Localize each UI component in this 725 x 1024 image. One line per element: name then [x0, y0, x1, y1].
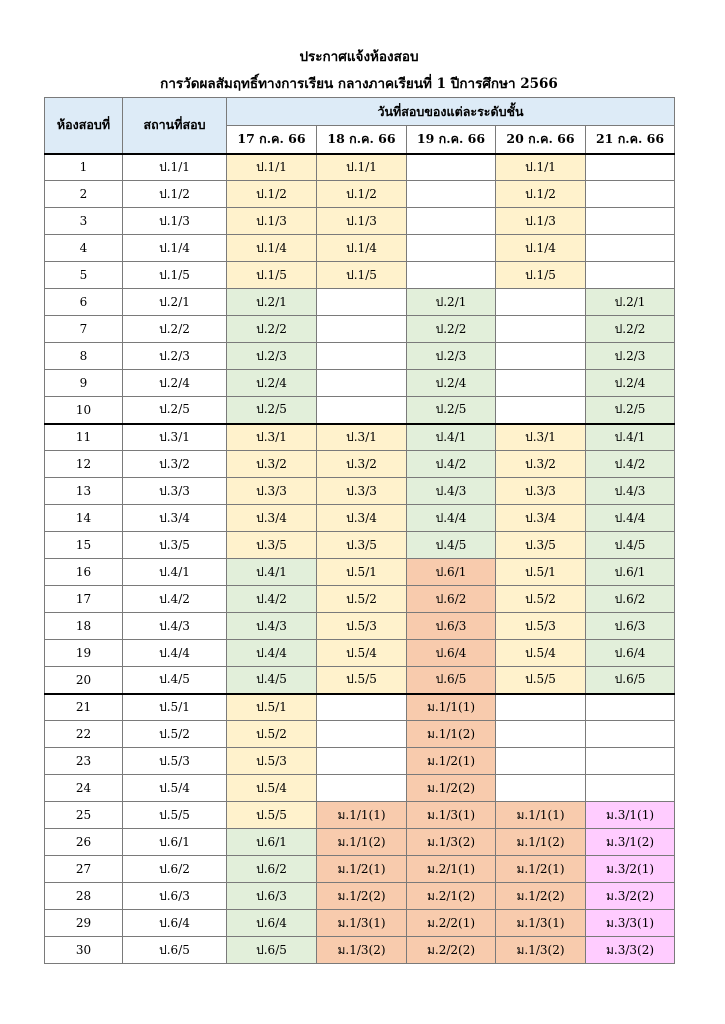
exam-class-cell: ป.1/4 [317, 235, 407, 262]
exam-class-cell: ม.3/2(2) [586, 883, 675, 910]
exam-class-cell: ม.1/2(1) [496, 856, 586, 883]
exam-class-cell [317, 721, 407, 748]
exam-location-cell: ป.1/5 [123, 262, 227, 289]
exam-class-cell: ป.4/5 [407, 532, 496, 559]
exam-class-cell: ป.3/3 [496, 478, 586, 505]
exam-location-cell: ป.1/1 [123, 154, 227, 181]
exam-class-cell: ป.1/5 [496, 262, 586, 289]
exam-class-cell: ป.2/4 [227, 370, 317, 397]
table-row [45, 667, 675, 694]
exam-class-cell [317, 316, 407, 343]
exam-location-cell: ป.2/2 [123, 316, 227, 343]
table-row [45, 856, 675, 883]
exam-class-cell: ป.6/3 [407, 613, 496, 640]
room-number-cell: 1 [45, 154, 123, 181]
exam-class-cell: ป.6/4 [407, 640, 496, 667]
date-column-header: 21 ก.ค. 66 [586, 126, 675, 154]
exam-class-cell: ป.2/1 [227, 289, 317, 316]
exam-location-cell: ป.4/3 [123, 613, 227, 640]
exam-class-cell [496, 721, 586, 748]
exam-class-cell [317, 397, 407, 424]
table-row [45, 181, 675, 208]
exam-class-cell: ป.2/4 [407, 370, 496, 397]
date-column-header: 20 ก.ค. 66 [496, 126, 586, 154]
room-number-cell: 9 [45, 370, 123, 397]
exam-location-cell: ป.5/5 [123, 802, 227, 829]
table-row [45, 613, 675, 640]
room-number-cell: 10 [45, 397, 123, 424]
exam-class-cell: ป.5/5 [317, 667, 407, 694]
exam-class-cell: ป.5/4 [227, 775, 317, 802]
exam-class-cell [586, 721, 675, 748]
exam-location-cell: ป.5/3 [123, 748, 227, 775]
table-row [45, 370, 675, 397]
exam-class-cell [586, 208, 675, 235]
exam-class-cell: ป.3/3 [227, 478, 317, 505]
room-number-cell: 14 [45, 505, 123, 532]
exam-class-cell: ป.1/3 [227, 208, 317, 235]
exam-class-cell [586, 154, 675, 181]
exam-class-cell: ป.3/1 [317, 424, 407, 451]
room-number-cell: 5 [45, 262, 123, 289]
exam-class-cell: ม.1/2(2) [317, 883, 407, 910]
exam-class-cell: ป.6/3 [586, 613, 675, 640]
room-number-cell: 2 [45, 181, 123, 208]
exam-class-cell: ป.4/1 [586, 424, 675, 451]
exam-class-cell: ป.6/5 [586, 667, 675, 694]
table-row [45, 802, 675, 829]
exam-class-cell [407, 154, 496, 181]
exam-class-cell: ป.3/5 [227, 532, 317, 559]
exam-location-cell: ป.3/1 [123, 424, 227, 451]
room-number-cell: 7 [45, 316, 123, 343]
exam-class-cell: ป.4/1 [227, 559, 317, 586]
exam-class-cell: ม.1/1(2) [407, 721, 496, 748]
table-body [45, 154, 675, 964]
exam-class-cell: ม.3/3(2) [586, 937, 675, 964]
exam-class-cell: ป.3/5 [496, 532, 586, 559]
room-number-cell: 26 [45, 829, 123, 856]
exam-class-cell: ป.5/4 [496, 640, 586, 667]
exam-class-cell: ป.5/3 [227, 748, 317, 775]
exam-class-cell: ป.1/1 [496, 154, 586, 181]
exam-class-cell: ป.5/3 [496, 613, 586, 640]
table-row [45, 559, 675, 586]
exam-location-cell: ป.3/3 [123, 478, 227, 505]
exam-class-cell: ม.1/1(1) [496, 802, 586, 829]
exam-class-cell [496, 289, 586, 316]
exam-class-cell: ป.6/3 [227, 883, 317, 910]
exam-class-cell [407, 235, 496, 262]
date-column-header: 17 ก.ค. 66 [227, 126, 317, 154]
table-row [45, 775, 675, 802]
table-row [45, 316, 675, 343]
room-number-cell: 21 [45, 694, 123, 721]
exam-class-cell: ป.5/1 [227, 694, 317, 721]
exam-class-cell [496, 316, 586, 343]
exam-class-cell: ม.1/1(2) [317, 829, 407, 856]
exam-location-cell: ป.4/2 [123, 586, 227, 613]
room-number-cell: 24 [45, 775, 123, 802]
exam-class-cell: ป.4/1 [407, 424, 496, 451]
exam-class-cell: ป.5/4 [317, 640, 407, 667]
exam-class-cell: ป.1/4 [496, 235, 586, 262]
exam-class-cell: ป.4/4 [407, 505, 496, 532]
exam-class-cell: ป.2/3 [227, 343, 317, 370]
exam-class-cell [317, 694, 407, 721]
exam-location-cell: ป.3/4 [123, 505, 227, 532]
table-row [45, 748, 675, 775]
exam-class-cell [496, 343, 586, 370]
table-row [45, 397, 675, 424]
room-number-cell: 25 [45, 802, 123, 829]
exam-location-cell: ป.6/4 [123, 910, 227, 937]
exam-class-cell [586, 694, 675, 721]
exam-class-cell: ป.5/2 [317, 586, 407, 613]
table-row [45, 343, 675, 370]
exam-class-cell [586, 181, 675, 208]
exam-class-cell [317, 343, 407, 370]
exam-class-cell: ม.1/3(1) [496, 910, 586, 937]
room-number-cell: 15 [45, 532, 123, 559]
exam-class-cell: ป.5/3 [317, 613, 407, 640]
table-row [45, 154, 675, 181]
exam-schedule-table [44, 97, 675, 964]
table-row [45, 235, 675, 262]
exam-class-cell: ป.4/2 [586, 451, 675, 478]
exam-class-cell: ม.1/3(1) [317, 910, 407, 937]
room-number-cell: 18 [45, 613, 123, 640]
room-column-header: ห้องสอบที่ [45, 98, 123, 154]
exam-class-cell: ม.1/2(2) [407, 775, 496, 802]
exam-location-cell: ป.4/5 [123, 667, 227, 694]
table-row [45, 586, 675, 613]
exam-class-cell: ม.1/2(1) [407, 748, 496, 775]
exam-class-cell: ป.5/2 [227, 721, 317, 748]
exam-class-cell: ป.1/3 [496, 208, 586, 235]
exam-class-cell: ป.1/5 [317, 262, 407, 289]
exam-class-cell: ป.5/5 [496, 667, 586, 694]
room-number-cell: 28 [45, 883, 123, 910]
exam-class-cell: ป.6/2 [227, 856, 317, 883]
exam-class-cell: ป.4/3 [586, 478, 675, 505]
exam-class-cell: ป.3/1 [227, 424, 317, 451]
room-number-cell: 11 [45, 424, 123, 451]
exam-class-cell: ป.5/5 [227, 802, 317, 829]
room-number-cell: 23 [45, 748, 123, 775]
exam-class-cell: ม.3/1(2) [586, 829, 675, 856]
page-title: ประกาศแจ้งห้องสอบ [299, 49, 419, 65]
exam-class-cell: ม.3/1(1) [586, 802, 675, 829]
exam-location-cell: ป.5/4 [123, 775, 227, 802]
exam-class-cell: ป.3/2 [317, 451, 407, 478]
exam-location-cell: ป.5/2 [123, 721, 227, 748]
room-number-cell: 30 [45, 937, 123, 964]
table-row [45, 289, 675, 316]
exam-class-cell: ป.4/2 [227, 586, 317, 613]
exam-class-cell: ป.3/4 [496, 505, 586, 532]
table-row [45, 640, 675, 667]
exam-class-cell: ป.1/2 [496, 181, 586, 208]
exam-class-cell: ม.1/3(2) [407, 829, 496, 856]
date-column-header: 19 ก.ค. 66 [407, 126, 496, 154]
exam-class-cell [317, 775, 407, 802]
exam-location-cell: ป.1/3 [123, 208, 227, 235]
exam-class-cell: ป.5/1 [317, 559, 407, 586]
exam-class-cell: ป.4/5 [227, 667, 317, 694]
exam-class-cell [317, 748, 407, 775]
exam-class-cell: ป.6/5 [407, 667, 496, 694]
exam-class-cell: ม.1/1(1) [317, 802, 407, 829]
exam-class-cell: ป.5/2 [496, 586, 586, 613]
exam-class-cell: ป.2/3 [586, 343, 675, 370]
exam-location-cell: ป.2/5 [123, 397, 227, 424]
exam-class-cell: ป.2/4 [586, 370, 675, 397]
exam-class-cell: ป.2/3 [407, 343, 496, 370]
table-row [45, 883, 675, 910]
table-row [45, 208, 675, 235]
exam-class-cell: ป.3/4 [317, 505, 407, 532]
room-number-cell: 8 [45, 343, 123, 370]
table-row [45, 262, 675, 289]
exam-location-cell: ป.2/1 [123, 289, 227, 316]
exam-dates-group-header: วันที่สอบของแต่ละระดับชั้น [227, 98, 675, 126]
exam-class-cell [407, 181, 496, 208]
exam-location-cell: ป.1/2 [123, 181, 227, 208]
exam-location-cell: ป.2/3 [123, 343, 227, 370]
exam-class-cell: ม.3/3(1) [586, 910, 675, 937]
exam-location-cell: ป.2/4 [123, 370, 227, 397]
table-header [45, 98, 675, 154]
exam-class-cell: ป.6/1 [227, 829, 317, 856]
exam-location-cell: ป.6/3 [123, 883, 227, 910]
exam-class-cell: ป.1/2 [317, 181, 407, 208]
exam-class-cell: ป.2/2 [586, 316, 675, 343]
exam-class-cell: ป.2/1 [407, 289, 496, 316]
exam-class-cell: ป.1/2 [227, 181, 317, 208]
exam-class-cell: ป.3/5 [317, 532, 407, 559]
table-row [45, 424, 675, 451]
exam-location-cell: ป.5/1 [123, 694, 227, 721]
exam-class-cell: ป.4/3 [407, 478, 496, 505]
room-number-cell: 4 [45, 235, 123, 262]
exam-class-cell [496, 694, 586, 721]
exam-class-cell: ป.2/2 [407, 316, 496, 343]
exam-class-cell: ป.1/3 [317, 208, 407, 235]
exam-class-cell: ป.3/1 [496, 424, 586, 451]
table-row [45, 532, 675, 559]
table-row [45, 694, 675, 721]
page-subtitle: การวัดผลสัมฤทธิ์ทางการเรียน กลางภาคเรียนที่ 1 ปีการศึกษา 2566 [160, 76, 558, 92]
table-row [45, 937, 675, 964]
exam-class-cell: ป.4/2 [407, 451, 496, 478]
exam-class-cell: ม.2/1(2) [407, 883, 496, 910]
exam-class-cell [496, 397, 586, 424]
exam-class-cell: ม.1/1(2) [496, 829, 586, 856]
exam-class-cell: ม.1/2(1) [317, 856, 407, 883]
exam-class-cell: ม.2/1(1) [407, 856, 496, 883]
exam-location-cell: ป.1/4 [123, 235, 227, 262]
room-number-cell: 12 [45, 451, 123, 478]
room-number-cell: 17 [45, 586, 123, 613]
exam-class-cell: ป.4/3 [227, 613, 317, 640]
exam-location-cell: ป.6/2 [123, 856, 227, 883]
table-row [45, 478, 675, 505]
room-number-cell: 27 [45, 856, 123, 883]
exam-class-cell: ป.1/5 [227, 262, 317, 289]
room-number-cell: 20 [45, 667, 123, 694]
exam-class-cell: ม.1/3(2) [496, 937, 586, 964]
exam-class-cell [586, 775, 675, 802]
exam-class-cell [496, 748, 586, 775]
exam-class-cell [317, 289, 407, 316]
exam-class-cell [317, 370, 407, 397]
exam-class-cell: ป.3/3 [317, 478, 407, 505]
exam-class-cell: ม.1/2(2) [496, 883, 586, 910]
exam-location-cell: ป.4/4 [123, 640, 227, 667]
exam-class-cell: ป.2/2 [227, 316, 317, 343]
exam-class-cell [407, 208, 496, 235]
exam-class-cell: ม.2/2(2) [407, 937, 496, 964]
exam-class-cell: ป.2/5 [227, 397, 317, 424]
exam-class-cell: ป.6/4 [227, 910, 317, 937]
exam-class-cell: ม.3/2(1) [586, 856, 675, 883]
exam-class-cell: ป.5/1 [496, 559, 586, 586]
location-column-header: สถานที่สอบ [123, 98, 227, 154]
room-number-cell: 13 [45, 478, 123, 505]
room-number-cell: 29 [45, 910, 123, 937]
exam-class-cell: ป.2/5 [586, 397, 675, 424]
room-number-cell: 22 [45, 721, 123, 748]
room-number-cell: 3 [45, 208, 123, 235]
exam-class-cell: ป.6/2 [586, 586, 675, 613]
exam-class-cell [496, 370, 586, 397]
exam-class-cell: ม.1/3(2) [317, 937, 407, 964]
room-number-cell: 16 [45, 559, 123, 586]
exam-class-cell [407, 262, 496, 289]
exam-class-cell: ม.1/3(1) [407, 802, 496, 829]
exam-class-cell: ป.3/2 [496, 451, 586, 478]
exam-class-cell [586, 235, 675, 262]
exam-location-cell: ป.6/1 [123, 829, 227, 856]
exam-class-cell: ป.3/2 [227, 451, 317, 478]
exam-class-cell: ม.1/1(1) [407, 694, 496, 721]
exam-class-cell: ป.6/1 [407, 559, 496, 586]
exam-class-cell: ป.4/4 [586, 505, 675, 532]
exam-class-cell: ป.2/5 [407, 397, 496, 424]
exam-location-cell: ป.4/1 [123, 559, 227, 586]
room-number-cell: 6 [45, 289, 123, 316]
exam-class-cell: ป.6/5 [227, 937, 317, 964]
exam-class-cell: ป.4/5 [586, 532, 675, 559]
exam-class-cell [586, 262, 675, 289]
exam-class-cell: ป.6/4 [586, 640, 675, 667]
header-row [45, 98, 675, 126]
table-row [45, 451, 675, 478]
exam-class-cell: ป.4/4 [227, 640, 317, 667]
table-row [45, 721, 675, 748]
exam-class-cell: ป.6/2 [407, 586, 496, 613]
exam-class-cell: ม.2/2(1) [407, 910, 496, 937]
exam-class-cell: ป.6/1 [586, 559, 675, 586]
exam-class-cell: ป.1/1 [317, 154, 407, 181]
room-number-cell: 19 [45, 640, 123, 667]
date-column-header: 18 ก.ค. 66 [317, 126, 407, 154]
table-row [45, 829, 675, 856]
exam-location-cell: ป.3/5 [123, 532, 227, 559]
table-row [45, 505, 675, 532]
table-row [45, 910, 675, 937]
exam-class-cell: ป.1/4 [227, 235, 317, 262]
exam-location-cell: ป.3/2 [123, 451, 227, 478]
exam-class-cell [496, 775, 586, 802]
exam-class-cell: ป.3/4 [227, 505, 317, 532]
exam-class-cell: ป.1/1 [227, 154, 317, 181]
exam-class-cell: ป.2/1 [586, 289, 675, 316]
exam-class-cell [586, 748, 675, 775]
exam-location-cell: ป.6/5 [123, 937, 227, 964]
